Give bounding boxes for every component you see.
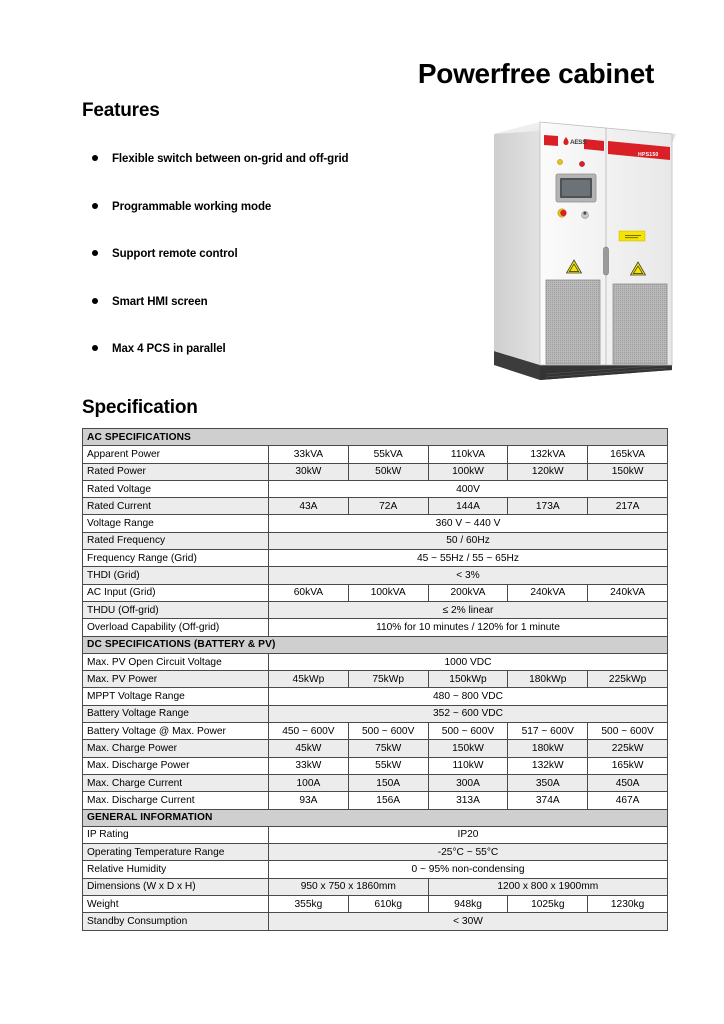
model-label: HPS150 — [638, 152, 659, 158]
row-value: 225kWp — [588, 671, 668, 688]
features-heading: Features — [82, 100, 160, 121]
row-value: 43A — [269, 498, 349, 515]
table-row — [83, 498, 668, 515]
row-label: Rated Voltage — [83, 480, 269, 497]
row-value: 467A — [588, 792, 668, 809]
row-value: 55kVA — [348, 446, 428, 463]
row-value: 200kVA — [428, 584, 508, 601]
row-value: 374A — [508, 792, 588, 809]
feature-label: Support remote control — [112, 248, 238, 260]
row-value: 100A — [269, 774, 349, 791]
row-value: 517 ~ 600V — [508, 723, 588, 740]
row-value: 156A — [348, 792, 428, 809]
row-label: MPPT Voltage Range — [83, 688, 269, 705]
table-row — [83, 619, 668, 636]
row-value: 45kWp — [269, 671, 349, 688]
bullet-icon — [92, 155, 98, 161]
row-value: 350A — [508, 774, 588, 791]
row-label: Voltage Range — [83, 515, 269, 532]
row-value: 610kg — [348, 896, 428, 913]
table-row — [83, 757, 668, 774]
row-label: Max. PV Open Circuit Voltage — [83, 653, 269, 670]
row-label: Relative Humidity — [83, 861, 269, 878]
row-label: Rated Current — [83, 498, 269, 515]
table-row — [83, 601, 668, 618]
table-row — [83, 567, 668, 584]
table-row — [83, 463, 668, 480]
row-value: 450 ~ 600V — [269, 723, 349, 740]
feature-item — [92, 247, 482, 295]
table-row — [83, 844, 668, 861]
row-value: ≤ 2% linear — [269, 601, 668, 618]
row-value: 217A — [588, 498, 668, 515]
row-value: 313A — [428, 792, 508, 809]
row-value: 150A — [348, 774, 428, 791]
row-label: Overload Capability (Off-grid) — [83, 619, 269, 636]
row-value: 120kW — [508, 463, 588, 480]
row-label: Weight — [83, 896, 269, 913]
row-label: Max. Charge Current — [83, 774, 269, 791]
row-label: THDI (Grid) — [83, 567, 269, 584]
row-label: Max. Discharge Current — [83, 792, 269, 809]
row-label: Standby Consumption — [83, 913, 269, 930]
cabinet-illustration — [480, 112, 684, 398]
section-title: GENERAL INFORMATION — [83, 809, 668, 826]
row-value: 110% for 10 minutes / 120% for 1 minute — [269, 619, 668, 636]
feature-item — [92, 342, 482, 390]
row-value: 93A — [269, 792, 349, 809]
table-section-header — [83, 429, 668, 446]
row-value: 500 ~ 600V — [428, 723, 508, 740]
row-value: 110kVA — [428, 446, 508, 463]
row-value: 165kW — [588, 757, 668, 774]
row-label: Max. Discharge Power — [83, 757, 269, 774]
row-label: Dimensions (W x D x H) — [83, 878, 269, 895]
row-label: Operating Temperature Range — [83, 844, 269, 861]
row-value: -25°C ~ 55°C — [269, 844, 668, 861]
row-label: Max. Charge Power — [83, 740, 269, 757]
table-row — [83, 861, 668, 878]
row-value: 50 / 60Hz — [269, 532, 668, 549]
page-title: Powerfree cabinet — [417, 58, 654, 89]
row-value: 144A — [428, 498, 508, 515]
row-value: 400V — [269, 480, 668, 497]
row-value: 1000 VDC — [269, 653, 668, 670]
row-label: THDU (Off-grid) — [83, 601, 269, 618]
feature-label: Programmable working mode — [112, 200, 272, 213]
row-value: 240kVA — [588, 584, 668, 601]
row-value: 355kg — [269, 896, 349, 913]
row-value: 948kg — [428, 896, 508, 913]
row-value: 55kW — [348, 757, 428, 774]
row-value: IP20 — [269, 826, 668, 843]
row-value: 150kW — [428, 740, 508, 757]
row-value: 33kW — [269, 757, 349, 774]
table-row — [83, 446, 668, 463]
table-section-header — [83, 636, 668, 653]
row-label: Rated Frequency — [83, 532, 269, 549]
row-label: Battery Voltage Range — [83, 705, 269, 722]
row-value: 100kW — [428, 463, 508, 480]
feature-item — [92, 295, 482, 343]
features-list — [92, 152, 482, 390]
row-value: 500 ~ 600V — [588, 723, 668, 740]
row-value: 50kW — [348, 463, 428, 480]
specification-heading: Specification — [82, 397, 198, 418]
section-title: DC SPECIFICATIONS (BATTERY & PV) — [83, 636, 668, 653]
section-title: AC SPECIFICATIONS — [83, 429, 668, 446]
row-value: 132kVA — [508, 446, 588, 463]
table-row — [83, 896, 668, 913]
table-row — [83, 515, 668, 532]
row-label: AC Input (Grid) — [83, 584, 269, 601]
table-row — [83, 584, 668, 601]
table-row — [83, 532, 668, 549]
table-row — [83, 550, 668, 567]
table-row — [83, 774, 668, 791]
row-label: Apparent Power — [83, 446, 269, 463]
row-value: 165kVA — [588, 446, 668, 463]
row-value: 33kVA — [269, 446, 349, 463]
table-row — [83, 792, 668, 809]
row-value: 1025kg — [508, 896, 588, 913]
table-row — [83, 878, 668, 895]
row-value: 0 ~ 95% non-condensing — [269, 861, 668, 878]
table-row — [83, 723, 668, 740]
bullet-icon — [92, 345, 98, 351]
row-value: 352 ~ 600 VDC — [269, 705, 668, 722]
row-value: 360 V ~ 440 V — [269, 515, 668, 532]
row-value: 300A — [428, 774, 508, 791]
row-value: 45 ~ 55Hz / 55 ~ 65Hz — [269, 550, 668, 567]
row-value: 75kWp — [348, 671, 428, 688]
row-value: 60kVA — [269, 584, 349, 601]
svg-text:AESS: AESS — [570, 139, 587, 146]
specification-table — [82, 428, 668, 931]
row-value: 450A — [588, 774, 668, 791]
row-label: Frequency Range (Grid) — [83, 550, 269, 567]
bullet-icon — [92, 250, 98, 256]
table-row — [83, 913, 668, 930]
row-value: 45kW — [269, 740, 349, 757]
row-value: 950 x 750 x 1860mm — [269, 878, 429, 895]
row-value: 110kW — [428, 757, 508, 774]
row-value: 150kW — [588, 463, 668, 480]
row-value: 225kW — [588, 740, 668, 757]
table-section-header — [83, 809, 668, 826]
row-value: 173A — [508, 498, 588, 515]
row-value: < 3% — [269, 567, 668, 584]
feature-item — [92, 200, 482, 248]
bullet-icon — [92, 203, 98, 209]
row-value: 500 ~ 600V — [348, 723, 428, 740]
row-value: 150kWp — [428, 671, 508, 688]
feature-item — [92, 152, 482, 200]
table-row — [83, 671, 668, 688]
row-label: Battery Voltage @ Max. Power — [83, 723, 269, 740]
row-value: 1200 x 800 x 1900mm — [428, 878, 667, 895]
row-label: IP Rating — [83, 826, 269, 843]
table-row — [83, 653, 668, 670]
table-row — [83, 688, 668, 705]
row-value: 1230kg — [588, 896, 668, 913]
product-image — [480, 112, 684, 398]
table-row — [83, 826, 668, 843]
row-value: 180kWp — [508, 671, 588, 688]
table-row — [83, 480, 668, 497]
row-value: 240kVA — [508, 584, 588, 601]
row-value: 100kVA — [348, 584, 428, 601]
row-value: 180kW — [508, 740, 588, 757]
table-row — [83, 705, 668, 722]
table-row — [83, 740, 668, 757]
row-value: 75kW — [348, 740, 428, 757]
row-value: < 30W — [269, 913, 668, 930]
bullet-icon — [92, 298, 98, 304]
row-label: Rated Power — [83, 463, 269, 480]
row-value: 30kW — [269, 463, 349, 480]
row-value: 72A — [348, 498, 428, 515]
row-value: 132kW — [508, 757, 588, 774]
feature-label: Max 4 PCS in parallel — [112, 343, 226, 355]
feature-label: Smart HMI screen — [112, 295, 208, 308]
row-label: Max. PV Power — [83, 671, 269, 688]
feature-label: Flexible switch between on-grid and off-grid — [112, 153, 349, 165]
row-value: 480 ~ 800 VDC — [269, 688, 668, 705]
